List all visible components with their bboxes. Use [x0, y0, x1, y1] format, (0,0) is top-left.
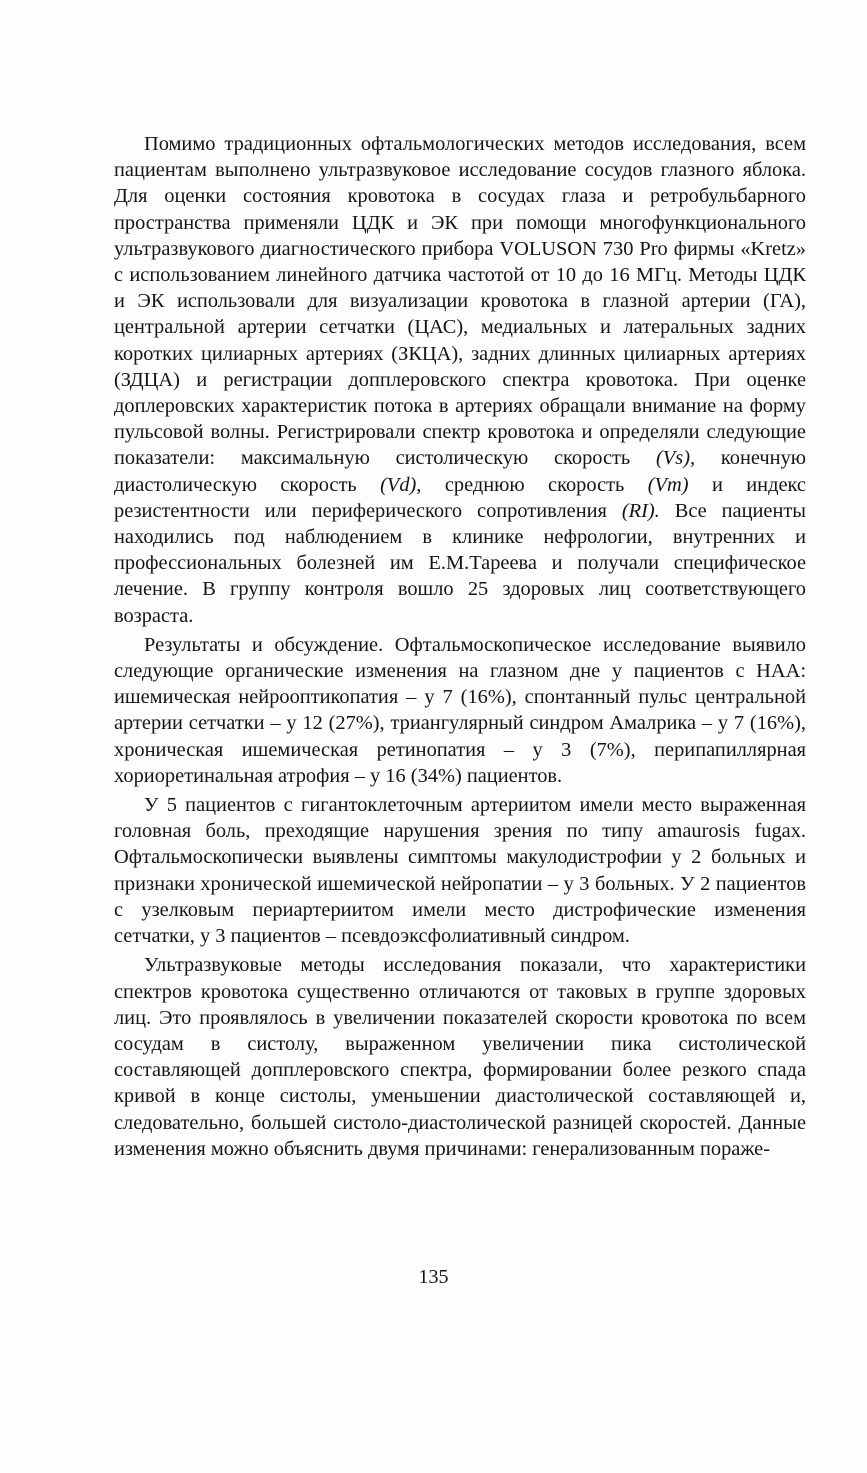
page-number: 135 — [418, 1266, 449, 1288]
ri-label: (RI). — [621, 499, 660, 522]
paragraph-giant-cell-arteritis: У 5 пациентов с гигантоклеточным артериитом имели место выраженная головная боль, преходящие нарушения зрения по типу amaurosis fugax. Офтальмоскопически выявлены симптомы макулодистрофии у 2 больных и признаки хронической ишемической нейропатии – у 3 больных. У 2 пациентов с узелковым периартериитом имели место дистрофические изменения сетчатки, у 3 пациентов – псевдоэксфолиативный синдром. — [114, 794, 806, 948]
paragraph-methods-part-5: Все пациенты находились под наблюдением в клинике нефрологии, внутренних и профессиональных болезней им Е.М.Тареева и получали специфическое лечение. В группу контроля вошло 25 здоровых лиц соответствующего возраста. — [114, 499, 806, 627]
paragraph-methods-part-4: и индекс резистентности или периферического сопротивления — [114, 473, 806, 522]
body-text — [114, 131, 806, 1162]
paragraph-ultrasound: Ультразвуковые методы исследования показали, что характеристики спектров кровотока существенно отличаются от таковых в группе здоровых лиц. Это проявлялось в увеличении показателей скорости кровотока по всем сосудам в систолу, выраженном увеличении пика систолической составляющей допплеровского спектра, формировании более резкого спада кривой в конце систолы, уменьшении диастолической составляющей и, следовательно, большей систоло-диастолической разницей скоростей. Данные изменения можно объяснить двумя причинами: генерализованным пораже- — [114, 954, 806, 1160]
vs-label: (Vs), — [656, 447, 696, 470]
vm-label: (Vm) — [647, 473, 689, 496]
paragraph-results: Результаты и обсуждение. Офтальмоскопическое исследование выявило следующие органические изменения на глазном дне у пациентов с НАА: ишемическая нейрооптикопатия – у 7 (16%), спонтанный пульс центральной артерии сетчатки – у 12 (27%), триангулярный синдром Амалрика – у 7 (16%), хроническая ишемическая ретинопатия – у 3 (7%), перипапиллярная хориоретинальная атрофия – у 16 (34%) пациентов. — [114, 633, 806, 787]
paragraph-methods-part-3: среднюю скорость — [421, 473, 648, 496]
paragraph-methods-part-2: конечную диастолическую скорость — [114, 447, 806, 496]
paragraph-methods-part-1: Помимо традиционных офтальмологических методов исследования, всем пациентам выполнено ультразвуковое исследование сосудов глазного яблока. Для оценки состояния кровотока в сосудах глаза и ретробульбарного пространства применяли ЦДК и ЭК при помощи многофункционального ультразвукового диагностического прибора VOLUSON 730 Pro фирмы «Kretz» с использованием линейного датчика частотой от 10 до 16 МГц. Методы ЦДК и ЭК использовали для визуализации кровотока в глазной артерии (ГА), центральной артерии сетчатки (ЦАС), медиальных и латеральных задних коротких цилиарных артериях (ЗКЦА), задних длинных цилиарных артериях (ЗДЦА) и регистрации допплеровского спектра кровотока. При оценке доплеровских характеристик потока в артериях обращали внимание на форму пульсовой волны. Регистрировали спектр кровотока и определяли следующие показатели: максимальную систолическую скорость — [114, 133, 806, 470]
vd-label: (Vd), — [380, 473, 422, 496]
paragraph-methods — [114, 131, 806, 629]
